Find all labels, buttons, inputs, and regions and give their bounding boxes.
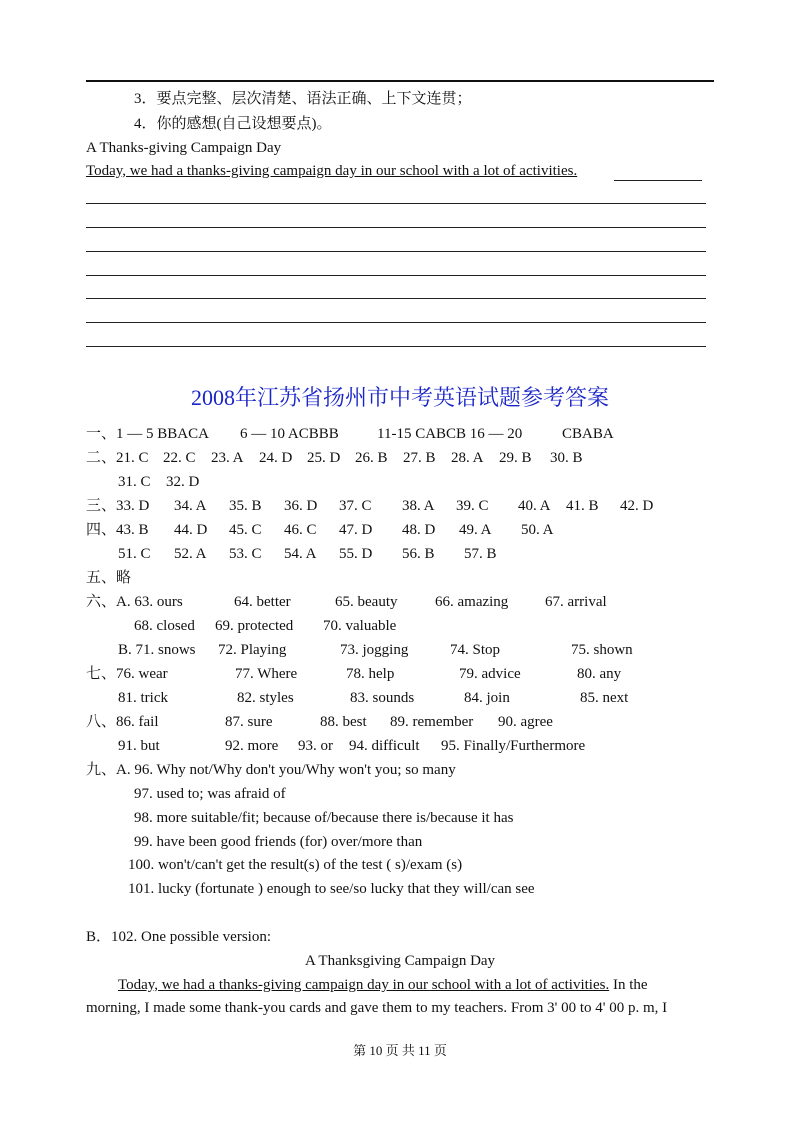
answer-item: 80. any	[577, 666, 622, 682]
answer-item: 五、略	[86, 570, 132, 586]
answer-item: 28. A	[451, 450, 484, 466]
writing-line	[86, 203, 706, 204]
writing-line	[86, 298, 706, 299]
answer-item: 70. valuable	[323, 618, 397, 634]
sample-essay-line-2: morning, I made some thank-you cards and gave them to my teachers. From 3' 00 to 4' 00 p. m, I	[86, 1000, 668, 1016]
answer-item: 55. D	[339, 546, 373, 562]
writing-line	[86, 275, 706, 276]
answer-item: 二、21. C	[86, 450, 149, 466]
answer-item: 79. advice	[459, 666, 521, 682]
answer-item: 36. D	[284, 498, 318, 514]
sample-essay-label: B．102. One possible version:	[86, 929, 271, 945]
answer-item: 32. D	[166, 474, 200, 490]
answer-item: 64. better	[234, 594, 291, 610]
answer-item: B. 71. snows	[118, 642, 196, 658]
answer-item: 42. D	[620, 498, 654, 514]
answer-item: 八、86. fail	[86, 714, 159, 730]
essay-first-line: Today, we had a thanks-giving campaign day in our school with a lot of activities.	[86, 163, 578, 179]
answer-item: 31. C	[118, 474, 151, 490]
answer-item: 57. B	[464, 546, 497, 562]
answer-item: 35. B	[229, 498, 262, 514]
answers-title: 2008年江苏省扬州市中考英语试题参考答案	[190, 385, 609, 410]
writing-line	[86, 346, 706, 347]
answer-item: 三、33. D	[86, 498, 150, 514]
answer-item: 49. A	[459, 522, 492, 538]
answer-item: 29. B	[499, 450, 532, 466]
answer-item: 84. join	[464, 690, 510, 706]
answer-item: 23. A	[211, 450, 244, 466]
answer-item: 66. amazing	[435, 594, 509, 610]
answer-item: 39. C	[456, 498, 489, 514]
answer-item: 98. more suitable/fit; because of/because there is/because it has	[134, 810, 514, 826]
answer-item: 24. D	[259, 450, 293, 466]
answer-item: 52. A	[174, 546, 207, 562]
sample-essay-title: A Thanksgiving Campaign Day	[304, 953, 496, 969]
answer-item: 75. shown	[571, 642, 633, 658]
answer-item: 41. B	[566, 498, 599, 514]
answer-item: 11-15 CABCB 16 — 20	[377, 426, 523, 442]
answer-item: 85. next	[580, 690, 629, 706]
essay-title: A Thanks-giving Campaign Day	[86, 140, 282, 156]
answer-item: 51. C	[118, 546, 151, 562]
answer-item: 48. D	[402, 522, 436, 538]
answer-item: 77. Where	[235, 666, 298, 682]
answer-item: 九、A. 96. Why not/Why don't you/Why won't you; so many	[86, 762, 456, 778]
answer-item: 100. won't/can't get the result(s) of the test ( s)/exam (s)	[128, 857, 463, 873]
answer-item: 69. protected	[215, 618, 294, 634]
answer-item: 78. help	[346, 666, 395, 682]
answer-item: 72. Playing	[218, 642, 287, 658]
answer-item: 30. B	[550, 450, 583, 466]
answer-item: 六、A. 63. ours	[86, 594, 183, 610]
answer-item: 27. B	[403, 450, 436, 466]
answer-item: 101. lucky (fortunate ) enough to see/so lucky that they will/can see	[128, 881, 535, 897]
answer-item: 37. C	[339, 498, 372, 514]
answer-item: 83. sounds	[350, 690, 415, 706]
answer-item: 一、1 — 5 BBACA	[86, 426, 209, 442]
answer-item: 89. remember	[390, 714, 474, 730]
sample-essay-line-1-rest: In the	[609, 977, 648, 993]
answer-item: 91. but	[118, 738, 160, 754]
answer-item: 95. Finally/Furthermore	[441, 738, 586, 754]
requirement-item-3: 3．要点完整、层次清楚、语法正确、上下文连贯；	[134, 91, 472, 107]
answer-item: 45. C	[229, 522, 262, 538]
writing-line	[86, 322, 706, 323]
answer-item: 46. C	[284, 522, 317, 538]
answer-item: 99. have been good friends (for) over/more than	[134, 834, 423, 850]
answer-item: 44. D	[174, 522, 208, 538]
header-rule	[86, 80, 714, 82]
answer-item: 22. C	[163, 450, 196, 466]
answer-item: 七、76. wear	[86, 666, 168, 682]
answer-item: 47. D	[339, 522, 373, 538]
answer-item: 38. A	[402, 498, 435, 514]
sample-essay-underlined: Today, we had a thanks-giving campaign day in our school with a lot of activities.	[118, 977, 610, 993]
answer-item: 81. trick	[118, 690, 168, 706]
answer-item: 四、43. B	[86, 522, 149, 538]
answer-item: 54. A	[284, 546, 317, 562]
answer-item: 93. or	[298, 738, 333, 754]
answer-item: 97. used to; was afraid of	[134, 786, 286, 802]
writing-line	[86, 251, 706, 252]
answer-item: 68. closed	[134, 618, 195, 634]
sample-essay-line-1	[118, 975, 648, 995]
writing-line	[614, 180, 702, 181]
answer-item: 88. best	[320, 714, 367, 730]
answer-item: 74. Stop	[450, 642, 501, 658]
answer-item: 90. agree	[498, 714, 553, 730]
answer-item: 65. beauty	[335, 594, 398, 610]
answer-item: 40. A	[518, 498, 551, 514]
answer-item: 92. more	[225, 738, 279, 754]
answer-item: 50. A	[521, 522, 554, 538]
answer-item: 87. sure	[225, 714, 273, 730]
answer-item: 26. B	[355, 450, 388, 466]
answer-item: CBABA	[562, 426, 614, 442]
answer-item: 82. styles	[237, 690, 294, 706]
requirement-item-4: 4．你的感想(自己设想要点)。	[134, 116, 332, 132]
writing-line	[86, 227, 706, 228]
answer-item: 53. C	[229, 546, 262, 562]
answer-item: 56. B	[402, 546, 435, 562]
answer-item: 6 — 10 ACBBB	[240, 426, 339, 442]
answer-item: 73. jogging	[340, 642, 409, 658]
answer-item: 34. A	[174, 498, 207, 514]
answer-item: 67. arrival	[545, 594, 607, 610]
answer-item: 25. D	[307, 450, 341, 466]
page-footer: 第 10 页 共 11 页	[353, 1043, 447, 1058]
answer-item: 94. difficult	[349, 738, 420, 754]
